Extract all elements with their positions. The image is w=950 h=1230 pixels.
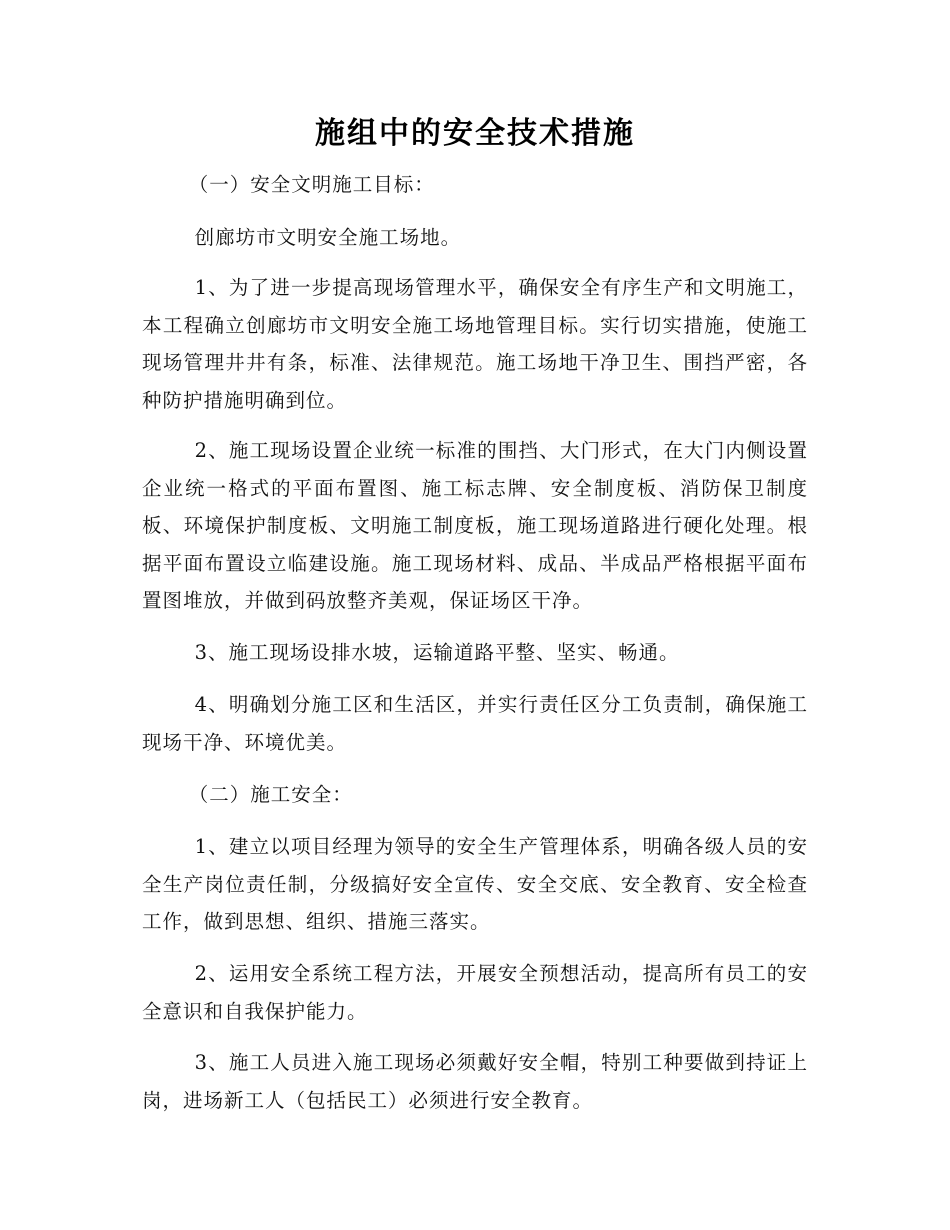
paragraph-1-3: 3、施工现场设排水坡，运输道路平整、坚实、畅通。 — [194, 641, 680, 664]
paragraph-2-1: 1、建立以项目经理为领导的安全生产管理体系，明确各级人员的安全生产岗位责任制，分级搞好安全宣传、安全交底、安全教育、安全检查工作，做到思想、组织、措施三落实。 — [142, 835, 808, 933]
paragraph-1-1: 1、为了进一步提高现场管理水平，确保安全有序生产和文明施工，本工程确立创廊坊市文明安全施工场地管理目标。实行切实措施，使施工现场管理井井有条，标准、法律规范。施工场地干净卫生、围挡严密，各种防护措施明确到位。 — [142, 276, 808, 412]
page-title: 施组中的安全技术措施 — [315, 116, 635, 151]
paragraph-1-2: 2、施工现场设置企业统一标准的围挡、大门形式，在大门内侧设置企业统一格式的平面布置图、施工标志牌、安全制度板、消防保卫制度板、环境保护制度板、文明施工制度板，施工现场道路进行硬化处理。根据平面布置设立临建设施。施工现场材料、成品、半成品严格根据平面布置图堆放，并做到码放整齐美观，保证场区干净。 — [142, 439, 808, 612]
section-heading-2: （二）施工安全： — [188, 783, 353, 806]
paragraph-2-3: 3、施工人员进入施工现场必须戴好安全帽，特别工种要做到持证上岗，进场新工人（包括民工）必须进行安全教育。 — [142, 1051, 808, 1112]
paragraph-2-2: 2、运用安全系统工程方法，开展安全预想活动，提高所有员工的安全意识和自我保护能力。 — [142, 962, 808, 1023]
section-heading-1: （一）安全文明施工目标： — [188, 173, 435, 196]
paragraph-1-4: 4、明确划分施工区和生活区，并实行责任区分工负责制，确保施工现场干净、环境优美。 — [142, 693, 808, 754]
paragraph-goal: 创廊坊市文明安全施工场地。 — [194, 226, 462, 249]
